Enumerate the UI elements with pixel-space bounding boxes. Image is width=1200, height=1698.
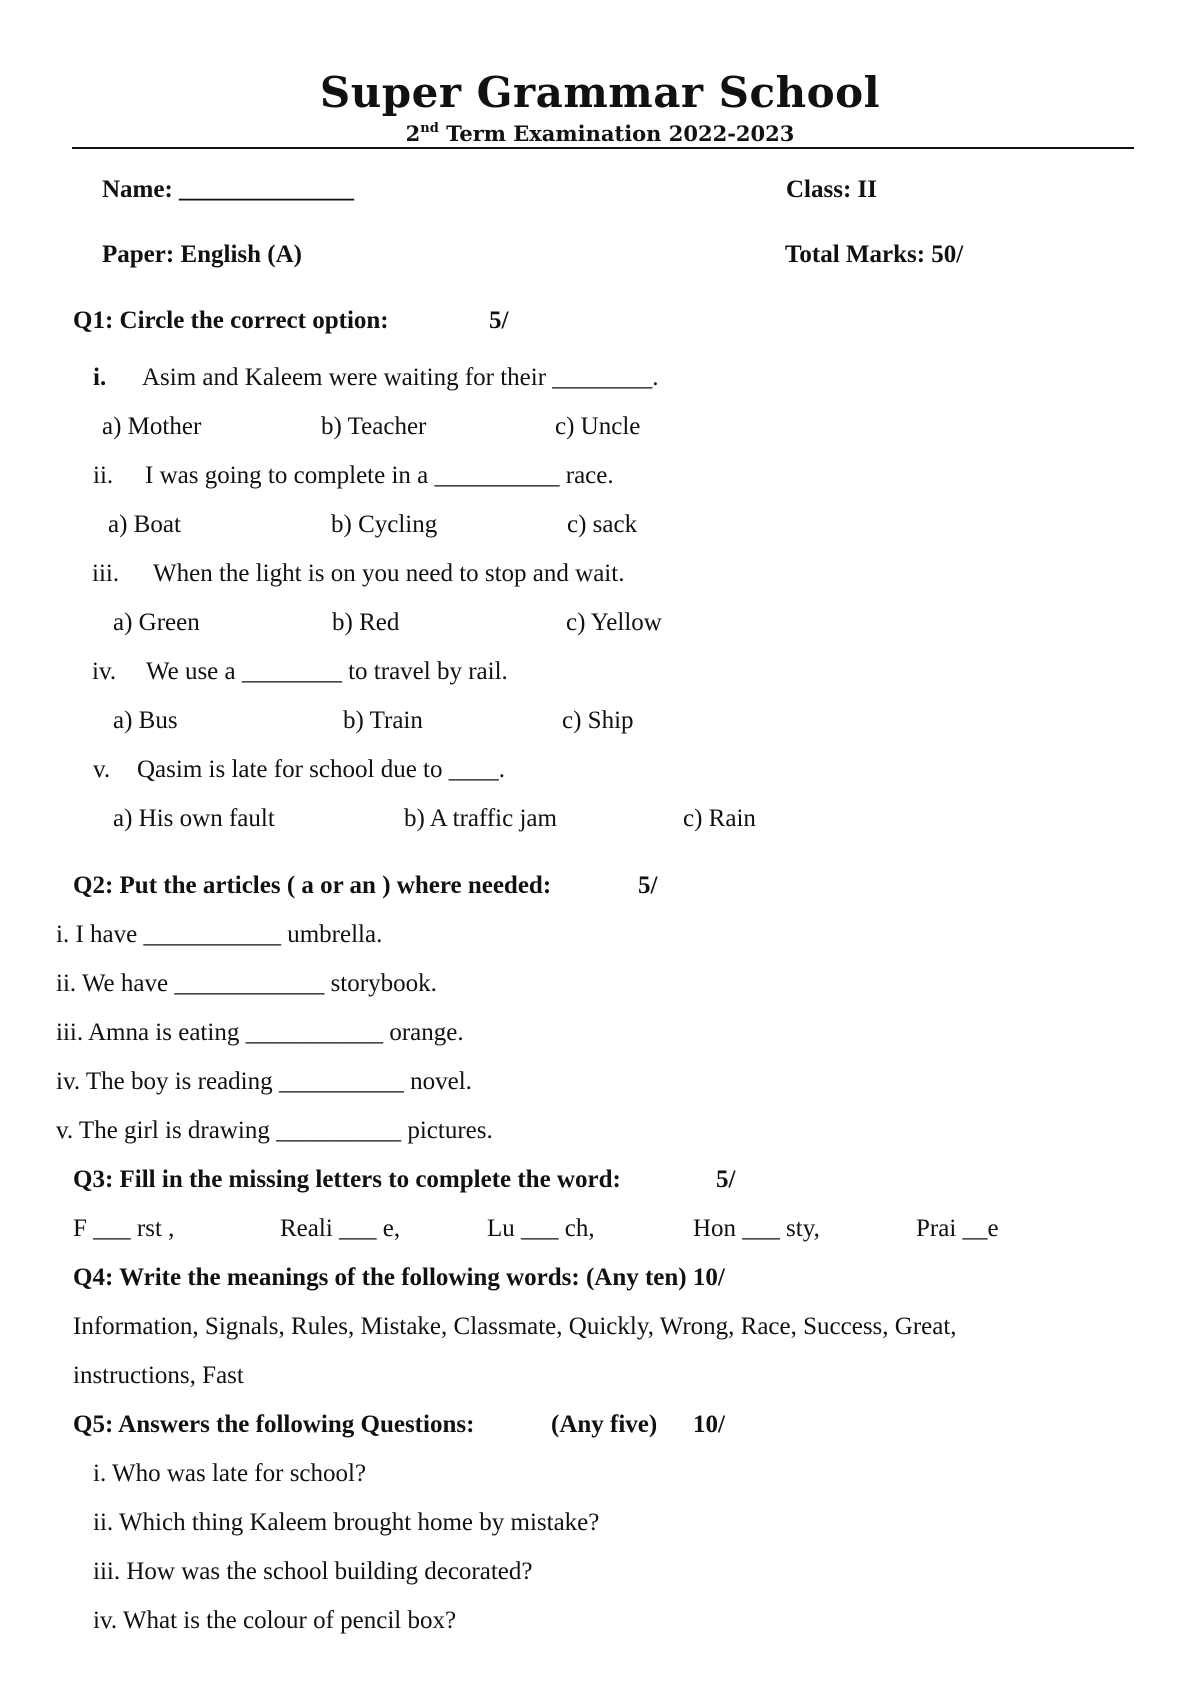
q1-option: a) Boat (108, 511, 181, 538)
q5-item: iii. How was the school building decorated? (93, 1558, 533, 1585)
q3-word: Hon ___ sty, (693, 1215, 820, 1242)
name-field[interactable]: Name: ______________ (102, 176, 355, 203)
exam-ordinal: 2 (405, 121, 421, 146)
q1-item-text: When the light is on you need to stop and wait. (153, 560, 625, 587)
q1-item-number: v. (93, 756, 111, 783)
q3-word: F ___ rst , (73, 1215, 175, 1242)
q3-word: Prai __e (916, 1215, 999, 1242)
q2-item: i. I have ___________ umbrella. (56, 921, 383, 948)
q5-item: ii. Which thing Kaleem brought home by mistake? (93, 1509, 600, 1536)
q1-item-number: iv. (92, 658, 117, 685)
q2-item: v. The girl is drawing __________ pictures. (56, 1117, 493, 1144)
q1-marks: 5/ (489, 307, 509, 334)
q1-option: c) Yellow (566, 609, 662, 636)
q1-option: a) Mother (102, 413, 202, 440)
q1-item-text: Asim and Kaleem were waiting for their ________. (142, 364, 659, 391)
exam-title: Term Examination 2022-2023 (446, 121, 795, 146)
q5-title: Q5: Answers the following Questions: (73, 1411, 475, 1438)
q5-item: i. Who was late for school? (93, 1460, 367, 1487)
q1-title: Q1: Circle the correct option: (73, 307, 389, 334)
q5-marks: 10/ (693, 1411, 725, 1438)
total-marks-label: Total Marks: 50/ (785, 241, 964, 268)
q3-title: Q3: Fill in the missing letters to complete the word: (73, 1166, 621, 1193)
q1-option: c) Rain (683, 805, 756, 832)
class-label: Class: II (786, 176, 877, 203)
q1-item-number: ii. (93, 462, 114, 489)
q1-option: c) Uncle (555, 413, 641, 440)
exam-ordinal-suffix: nd (420, 121, 439, 136)
q4-title: Q4: Write the meanings of the following words: (Any ten) 10/ (73, 1264, 725, 1291)
q1-option: b) Train (343, 707, 423, 734)
q1-option: a) Green (113, 609, 200, 636)
q4-word-list: Information, Signals, Rules, Mistake, Classmate, Quickly, Wrong, Race, Success, Great, (73, 1313, 957, 1340)
q5-item: iv. What is the colour of pencil box? (93, 1607, 457, 1634)
q1-option: c) Ship (562, 707, 634, 734)
q1-option: a) His own fault (113, 805, 275, 832)
q1-item-number: i. (93, 364, 107, 391)
school-name: Super Grammar School (319, 68, 881, 117)
q4-word-list-continued: instructions, Fast (73, 1362, 244, 1389)
q1-item-text: I was going to complete in a __________ race. (145, 462, 614, 489)
q1-item-text: We use a ________ to travel by rail. (146, 658, 508, 685)
q1-item-text: Qasim is late for school due to ____. (137, 756, 505, 783)
q1-option: b) Teacher (321, 413, 427, 440)
exam-subtitle (0, 121, 1200, 146)
header-divider (72, 147, 1134, 149)
q2-marks: 5/ (638, 872, 658, 899)
q3-word: Reali ___ e, (280, 1215, 401, 1242)
q1-option: a) Bus (113, 707, 178, 734)
paper-label: Paper: English (A) (102, 241, 302, 268)
q3-marks: 5/ (716, 1166, 736, 1193)
q5-qualifier: (Any five) (551, 1411, 658, 1438)
q2-item: iv. The boy is reading __________ novel. (56, 1068, 472, 1095)
q1-item-number: iii. (92, 560, 120, 587)
q2-title: Q2: Put the articles ( a or an ) where needed: (73, 872, 552, 899)
q1-option: b) Cycling (331, 511, 438, 538)
q1-option: c) sack (567, 511, 638, 538)
q2-item: iii. Amna is eating ___________ orange. (56, 1019, 464, 1046)
q3-word: Lu ___ ch, (487, 1215, 595, 1242)
q1-option: b) Red (332, 609, 400, 636)
q2-item: ii. We have ____________ storybook. (56, 970, 437, 997)
q1-option: b) A traffic jam (404, 805, 557, 832)
